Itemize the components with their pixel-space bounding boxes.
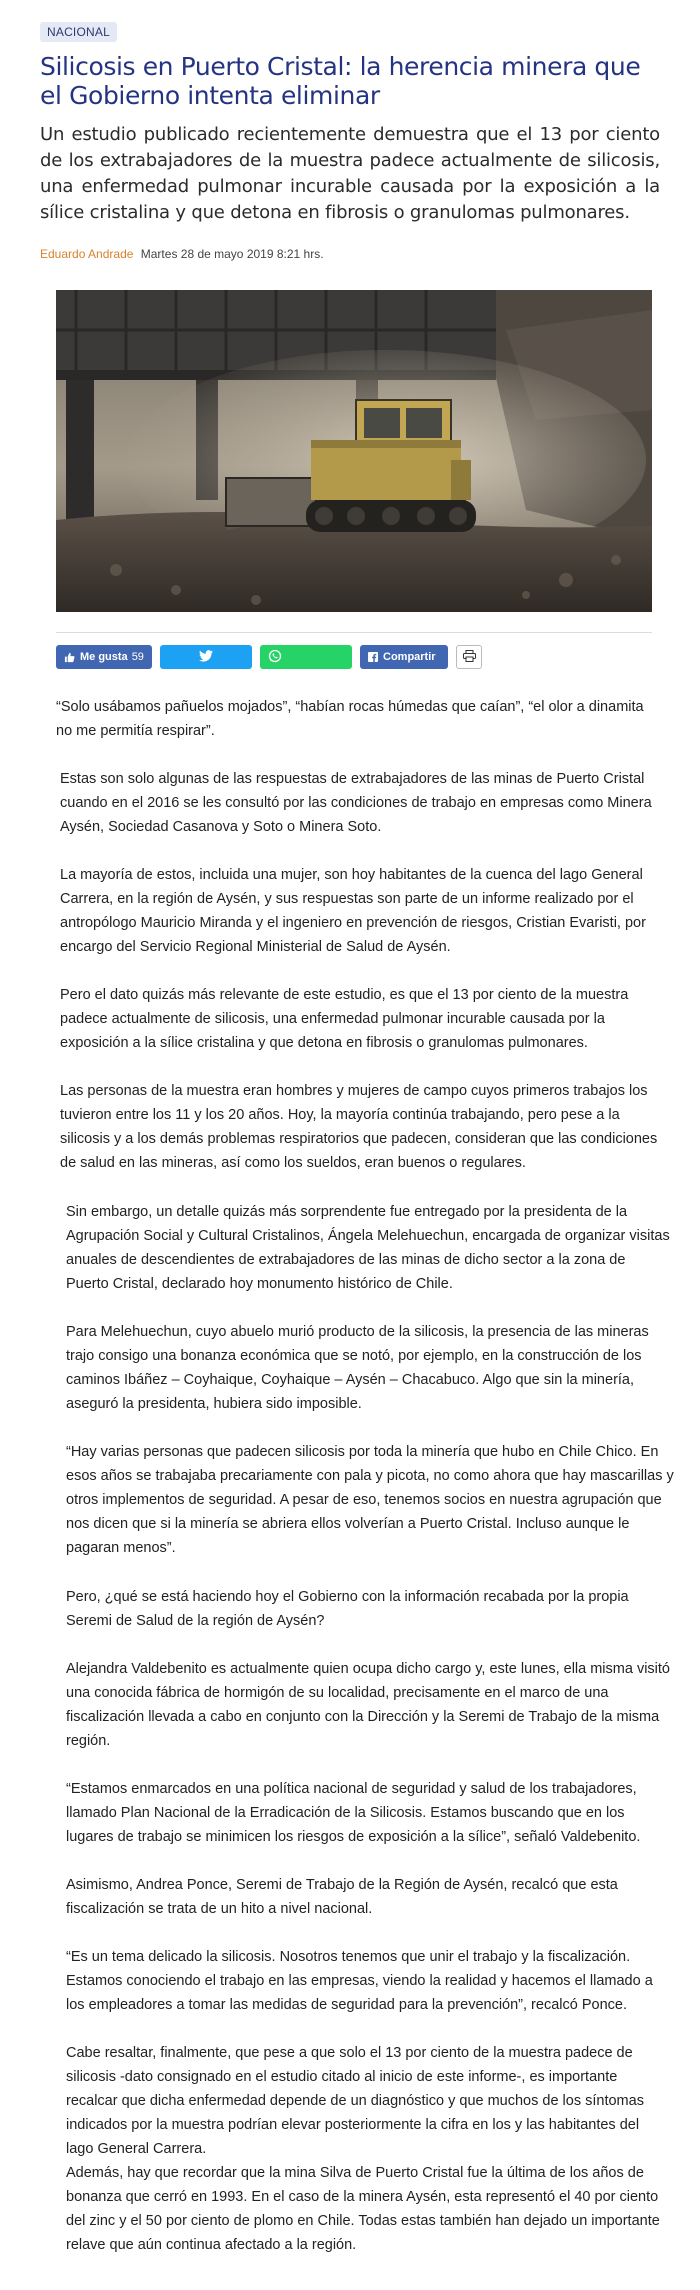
publish-date: Martes 28 de mayo 2019 8:21 hrs. bbox=[140, 247, 324, 261]
whatsapp-share-button[interactable] bbox=[260, 645, 352, 669]
article-title: Silicosis en Puerto Cristal: la herencia minera que el Gobierno intenta eliminar bbox=[40, 52, 641, 110]
article-lead: Un estudio publicado recientemente demuestra que el 13 por ciento de los extrabajadores de la muestra padece actualmente de silicosis, una enfermedad pulmonar incurable causada por la exposición a la sílice cristalina y que detona en fibrosis o granulomas pulmonares. bbox=[40, 124, 660, 223]
paragraph: “Es un tema delicado la silicosis. Nosotros tenemos que unir el trabajo y la fiscalización. Estamos conociendo el trabajo en las empresas, viendo la realidad y hacemos el llamado a los empleadores a tomar las medidas de seguridad para la prevención”, recalcó Ponce. bbox=[66, 1949, 653, 2013]
twitter-share-button[interactable] bbox=[160, 645, 252, 669]
paragraph: “Hay varias personas que padecen silicosis por toda la minería que hubo en Chile Chico. En esos años se trabajaba precariamente con pala y picota, no como ahora que hay mascarillas y otros implementos de seguridad. A pesar de eso, tenemos socios en nuestra agrupación que nos dicen que si la minería se abriera ellos volverían a Puerto Cristal. Incluso aunque le pagaran menos”. bbox=[66, 1444, 674, 1556]
paragraph: Sin embargo, un detalle quizás más sorprendente fue entregado por la presidenta de la Agrupación Social y Cultural Cristalinos, Ángela Melehuechun, encargada de organizar visitas anuales de descendientes de extrabajadores de las minas de dicho sector a la zona de Puerto Cristal, declarado hoy monumento histórico de Chile. bbox=[66, 1204, 670, 1292]
paragraph: “Estamos enmarcados en una política nacional de seguridad y salud de los trabajadores, llamado Plan Nacional de la Erradicación de la Silicosis. Estamos buscando que en los lugares de trabajo se minimicen los riesgos de exposición a la sílice”, señaló Valdebenito. bbox=[66, 1781, 641, 1845]
hero-image bbox=[56, 290, 652, 612]
paragraph: Cabe resaltar, finalmente, que pese a que solo el 13 por ciento de la muestra padece de silicosis -dato consignado en el estudio citado al inicio de este informe-, es importante recalcar que dicha enfermedad depende de un diagnóstico y que muchos de los síntomas indicados por la muestra podrían elevar posteriormente la cifra en los y las habitantes del lago General Carrera. bbox=[66, 2045, 644, 2157]
twitter-bird-icon bbox=[199, 650, 213, 665]
paragraph: Para Melehuechun, cuyo abuelo murió producto de la silicosis, la presencia de las mineras trajo consigo una bonanza económica que se notó, por ejemplo, en la construcción de los caminos Ibáñez – Coyhaique, Coyhaique – Aysén – Chacabuco. Algo que sin la minería, aseguró la presidenta, hubiera sido imposible. bbox=[66, 1324, 649, 1412]
like-label: Me gusta bbox=[80, 651, 128, 663]
author-link[interactable]: Eduardo Andrade bbox=[40, 247, 134, 261]
paragraph: Pero, ¿qué se está haciendo hoy el Gobierno con la información recabada por la propia Seremi de Salud de la región de Aysén? bbox=[66, 1589, 629, 1629]
share-bar bbox=[56, 645, 482, 669]
paragraph: Alejandra Valdebenito es actualmente quien ocupa dicho cargo y, este lunes, ella misma visitó una conocida fábrica de hormigón de su localidad, precisamente en el marco de una fiscalización llevada a cabo en conjunto con la Dirección y la Seremi de Trabajo de la misma región. bbox=[66, 1661, 670, 1749]
thumbs-up-icon bbox=[64, 652, 75, 663]
facebook-icon bbox=[368, 652, 378, 662]
print-button[interactable] bbox=[456, 645, 482, 669]
whatsapp-icon bbox=[268, 649, 282, 666]
section-badge[interactable]: NACIONAL bbox=[40, 22, 117, 42]
facebook-like-button[interactable] bbox=[56, 645, 152, 669]
paragraph: Estas son solo algunas de las respuestas de extrabajadores de las minas de Puerto Cristal cuando en el 2016 se les consultó por las condiciones de trabajo en empresas como Minera Aysén, Sociedad Casanova y Soto o Minera Soto. bbox=[60, 771, 652, 835]
paragraph: “Solo usábamos pañuelos mojados”, “habían rocas húmedas que caían”, “el olor a dinamita no me permitía respirar”. bbox=[56, 699, 644, 739]
paragraph: Las personas de la muestra eran hombres y mujeres de campo cuyos primeros trabajos los tuvieron entre los 11 y los 20 años. Hoy, la mayoría continúa trabajando, pero pese a la silicosis y a los demás problemas respiratorios que padecen, consideran que las condiciones de salud en las mineras, así como los sueldos, eran buenos o regulares. bbox=[60, 1083, 658, 1171]
byline bbox=[40, 247, 324, 261]
paragraph: Además, hay que recordar que la mina Silva de Puerto Cristal fue la última de los años de bonanza que cerró en 1993. En el caso de la minera Aysén, esta representó el 40 por ciento del zinc y el 50 por ciento de plomo en Chile. Todas estas también han dejado un importante relave que aún continua afectado a la región. bbox=[66, 2165, 660, 2253]
paragraph: Pero el dato quizás más relevante de este estudio, es que el 13 por ciento de la muestra padece actualmente de silicosis, una enfermedad pulmonar incurable causada por la exposición a la sílice cristalina y que detona en fibrosis o granulomas pulmonares. bbox=[60, 987, 629, 1051]
facebook-share-button[interactable] bbox=[360, 645, 448, 669]
share-divider bbox=[56, 632, 652, 633]
paragraph: La mayoría de estos, incluida una mujer, son hoy habitantes de la cuenca del lago General Carrera, en la región de Aysén, y sus respuestas son parte de un informe realizado por el antropólogo Mauricio Miranda y el ingeniero en prevención de riesgos, Cristian Evaristi, por encargo del Servicio Regional Ministerial de Salud de Aysén. bbox=[60, 867, 646, 955]
paragraph: Asimismo, Andrea Ponce, Seremi de Trabajo de la Región de Aysén, recalcó que esta fiscalización se trata de un hito a nivel nacional. bbox=[66, 1877, 618, 1917]
like-count: 59 bbox=[131, 651, 144, 663]
printer-icon bbox=[463, 650, 476, 665]
share-label: Compartir bbox=[383, 651, 436, 663]
